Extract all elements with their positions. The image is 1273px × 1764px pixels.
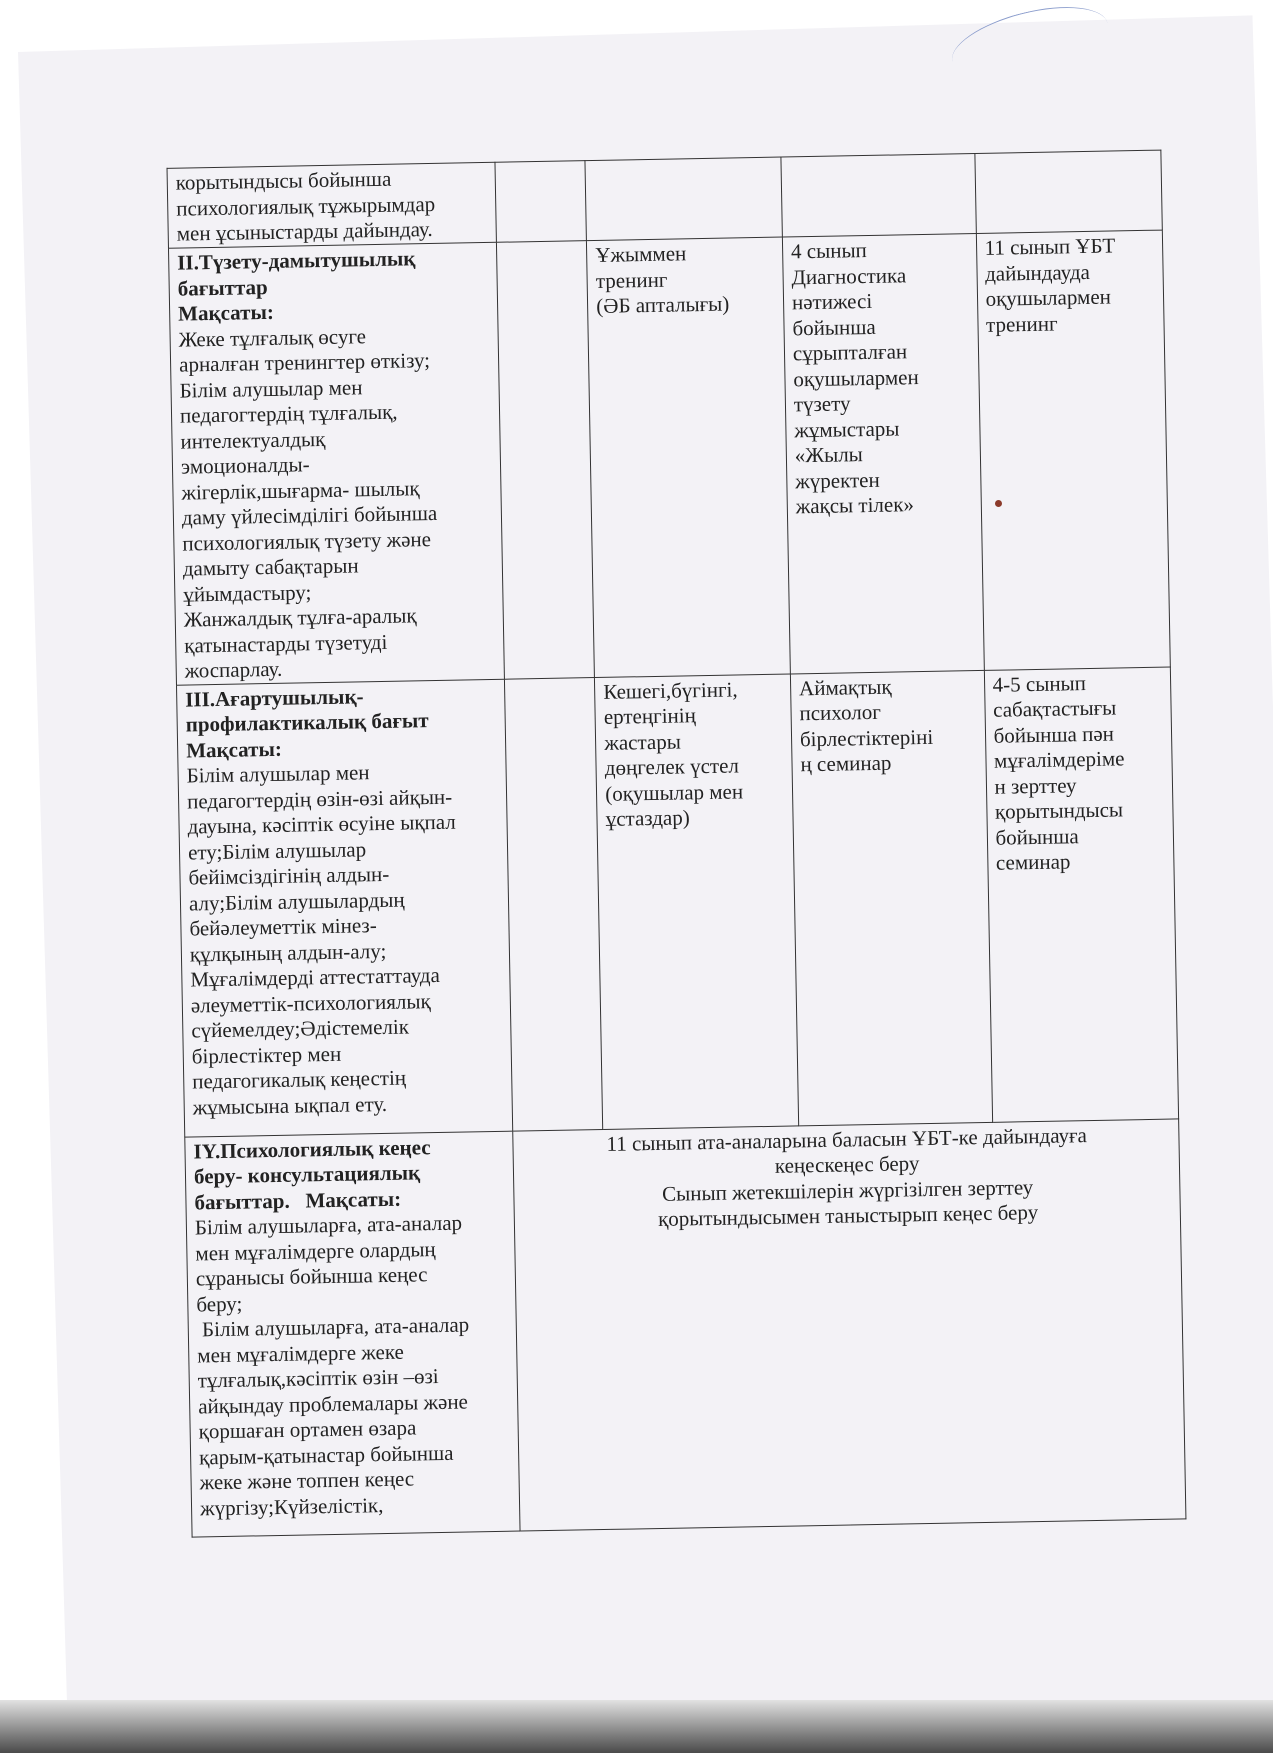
- line: құлқының алдын-алу;: [189, 938, 387, 967]
- line: педагогтердің өзін-өзі айқын-: [186, 784, 453, 814]
- line: 11 сынып ата-аналарына баласын ҰБТ-ке дайындауға: [606, 1122, 1088, 1156]
- section-title: II.Түзету-дамытушылық: [177, 246, 416, 275]
- line: семинар: [995, 849, 1071, 875]
- line: қарым-қатынастар бойынша: [198, 1440, 454, 1469]
- line: Диагностика: [791, 262, 907, 289]
- line: (ӘБ апталығы): [596, 291, 730, 318]
- line: дамыту сабақтарын: [182, 553, 359, 581]
- line: педагогикалық кеңестің: [192, 1065, 407, 1094]
- cell-row2-col4: [782, 234, 984, 674]
- line: сүйемелдеу;Әдістемелік: [191, 1014, 410, 1043]
- line: әлеуметтік-психологиялық: [190, 988, 431, 1018]
- cell-row0-col3: [585, 157, 782, 241]
- line: тренинг: [595, 267, 668, 293]
- line: сабақтастығы: [992, 695, 1117, 722]
- line: 4-5 сынып: [992, 670, 1087, 697]
- line: мен ұсыныстарды дайындау.: [176, 216, 433, 246]
- cell-row3-label: [176, 679, 512, 1137]
- line: даму үйлесімділігі бойынша: [181, 500, 438, 530]
- section-title: IY.Психологиялық кеңес: [193, 1134, 431, 1163]
- line: психологиялық тұжырымдар: [176, 191, 436, 221]
- line: педагогтердің тұлғалық,: [179, 399, 398, 428]
- cell-row4-label: [185, 1131, 520, 1537]
- line: Жанжалдық тұлға-аралық: [183, 603, 417, 632]
- line: оқушылармен: [985, 284, 1112, 311]
- line: ұстаздар): [605, 805, 690, 831]
- line: бейәлеуметтік мінез-: [189, 913, 377, 941]
- cell-row4-merged: [512, 1118, 1186, 1530]
- line: бірлестіктер мен: [191, 1041, 342, 1069]
- line: бойынша пән: [993, 721, 1115, 748]
- cell-row3-col5: [984, 667, 1179, 1122]
- line: мен мұғалімдерге олардың: [195, 1236, 436, 1265]
- line: Білім алушыларға, ата-аналар: [196, 1312, 470, 1342]
- cell-row0-col4: [781, 154, 976, 238]
- line: арналған тренингтер өткізу;: [178, 348, 431, 377]
- line: қатынастарды түзетуді: [184, 629, 388, 658]
- line: жақсы тілек»: [795, 492, 915, 519]
- line: 11 сынып ҰБТ: [984, 233, 1116, 260]
- line: сұранысы бойынша кеңес: [195, 1262, 428, 1291]
- line: ң семинар: [800, 750, 892, 777]
- line: Білім алушыларға, ата-аналар: [194, 1210, 463, 1240]
- cell-row0-col2: [495, 161, 587, 243]
- cell-row2-label: [168, 242, 503, 684]
- line: жастары: [604, 728, 682, 755]
- cell-row3-col2: [504, 677, 603, 1131]
- line: интелектуалдық: [180, 426, 326, 454]
- line: нәтижесі: [791, 288, 873, 315]
- line: бейімсіздігінің алдын-: [188, 861, 390, 890]
- line: тренинг: [985, 311, 1058, 337]
- cell-row0-label: [167, 162, 496, 248]
- cell-row3-col4: [790, 670, 992, 1125]
- line: сұрыпталған: [792, 339, 908, 366]
- line: дөңгелек үстел: [604, 753, 740, 780]
- goal-label: Мақсаты:: [177, 299, 275, 326]
- line: Білім алушылар мен: [186, 760, 370, 788]
- line: түзету: [793, 391, 851, 417]
- line: «Жылы: [794, 442, 863, 468]
- line: жүргізу;Күйзелістік,: [199, 1492, 384, 1520]
- line: дайындауда: [984, 259, 1091, 286]
- section-title: бағыттар: [177, 274, 268, 301]
- line: жоспарлау.: [184, 656, 283, 683]
- line: жігерлік,шығарма- шылық: [181, 475, 420, 505]
- section-title: бағыттар. Мақсаты:: [194, 1186, 402, 1214]
- line: айқындау проблемалары және: [197, 1389, 469, 1418]
- cell-row2-col2: [496, 241, 595, 679]
- line: қоршаған ортамен өзара: [198, 1415, 417, 1444]
- line: ету;Білім алушылар: [187, 836, 367, 865]
- section-title: беру- консультациялық: [193, 1160, 421, 1189]
- line: Мұғалімдерді аттестаттауда: [190, 962, 441, 992]
- line: дауына, кәсіптік өсуіне ықпал: [187, 809, 456, 839]
- line: алу;Білім алушылардың: [188, 887, 405, 916]
- line: жүректен: [795, 467, 880, 493]
- line: жұмысына ықпал ету.: [192, 1091, 388, 1119]
- table-row-consultation: [185, 1118, 1186, 1536]
- line: қорытындысымен таныстырып кеңес беру: [657, 1200, 1039, 1231]
- line: жеке және топпен кеңес: [199, 1466, 415, 1495]
- section-title: III.Ағартушылық-: [185, 683, 364, 712]
- section-title: профилактикалық бағыт: [185, 708, 429, 737]
- line: мұғалімдеріме: [993, 746, 1125, 773]
- line: бірлестіктеріні: [799, 724, 934, 751]
- scan-shadow: [0, 1700, 1273, 1753]
- line: Ұжыммен: [595, 241, 687, 267]
- ink-spot: [995, 500, 1002, 507]
- line: Білім алушылар мен: [179, 374, 363, 403]
- line: Кешегі,бүгінгі,: [603, 676, 738, 704]
- line: ұйымдастыру;: [183, 579, 312, 607]
- table-row-educational: [176, 667, 1178, 1137]
- cell-row2-col3: [587, 237, 791, 677]
- plan-table: [167, 150, 1187, 1538]
- line: Сынып жетекшілерін жүргізілген зерттеу: [661, 1174, 1034, 1206]
- line: жұмыстары: [794, 415, 900, 442]
- line: эмоционалды-: [180, 452, 310, 479]
- line: бойынша: [995, 823, 1079, 850]
- line: психолог: [799, 699, 882, 726]
- line: психологиялық түзету және: [182, 526, 432, 556]
- line: Жеке тұлғалық өсуге: [178, 323, 367, 352]
- cell-row2-col5: [976, 230, 1170, 670]
- line: Аймақтық: [798, 674, 892, 700]
- line: ертеңгінің: [603, 703, 697, 729]
- line: бойынша: [792, 314, 876, 340]
- line: 4 сынып: [790, 238, 868, 264]
- cell-row3-col3: [595, 673, 799, 1129]
- line: (оқушылар мен: [605, 778, 744, 806]
- cell-row0-col5: [974, 150, 1162, 233]
- line: қорытындысы: [994, 797, 1124, 824]
- line: беру;: [196, 1291, 243, 1316]
- goal-label: Мақсаты:: [185, 736, 283, 763]
- line: оқушылармен: [793, 364, 919, 391]
- line: тұлғалық,кәсіптік өзін –өзі: [197, 1364, 439, 1393]
- line: кеңескеңес беру: [774, 1151, 920, 1178]
- line: корытындысы бойынша: [175, 166, 392, 195]
- line: мен мұғалімдерге жеке: [197, 1339, 405, 1367]
- line: н зерттеу: [994, 772, 1077, 799]
- table-row-correction: [168, 230, 1170, 685]
